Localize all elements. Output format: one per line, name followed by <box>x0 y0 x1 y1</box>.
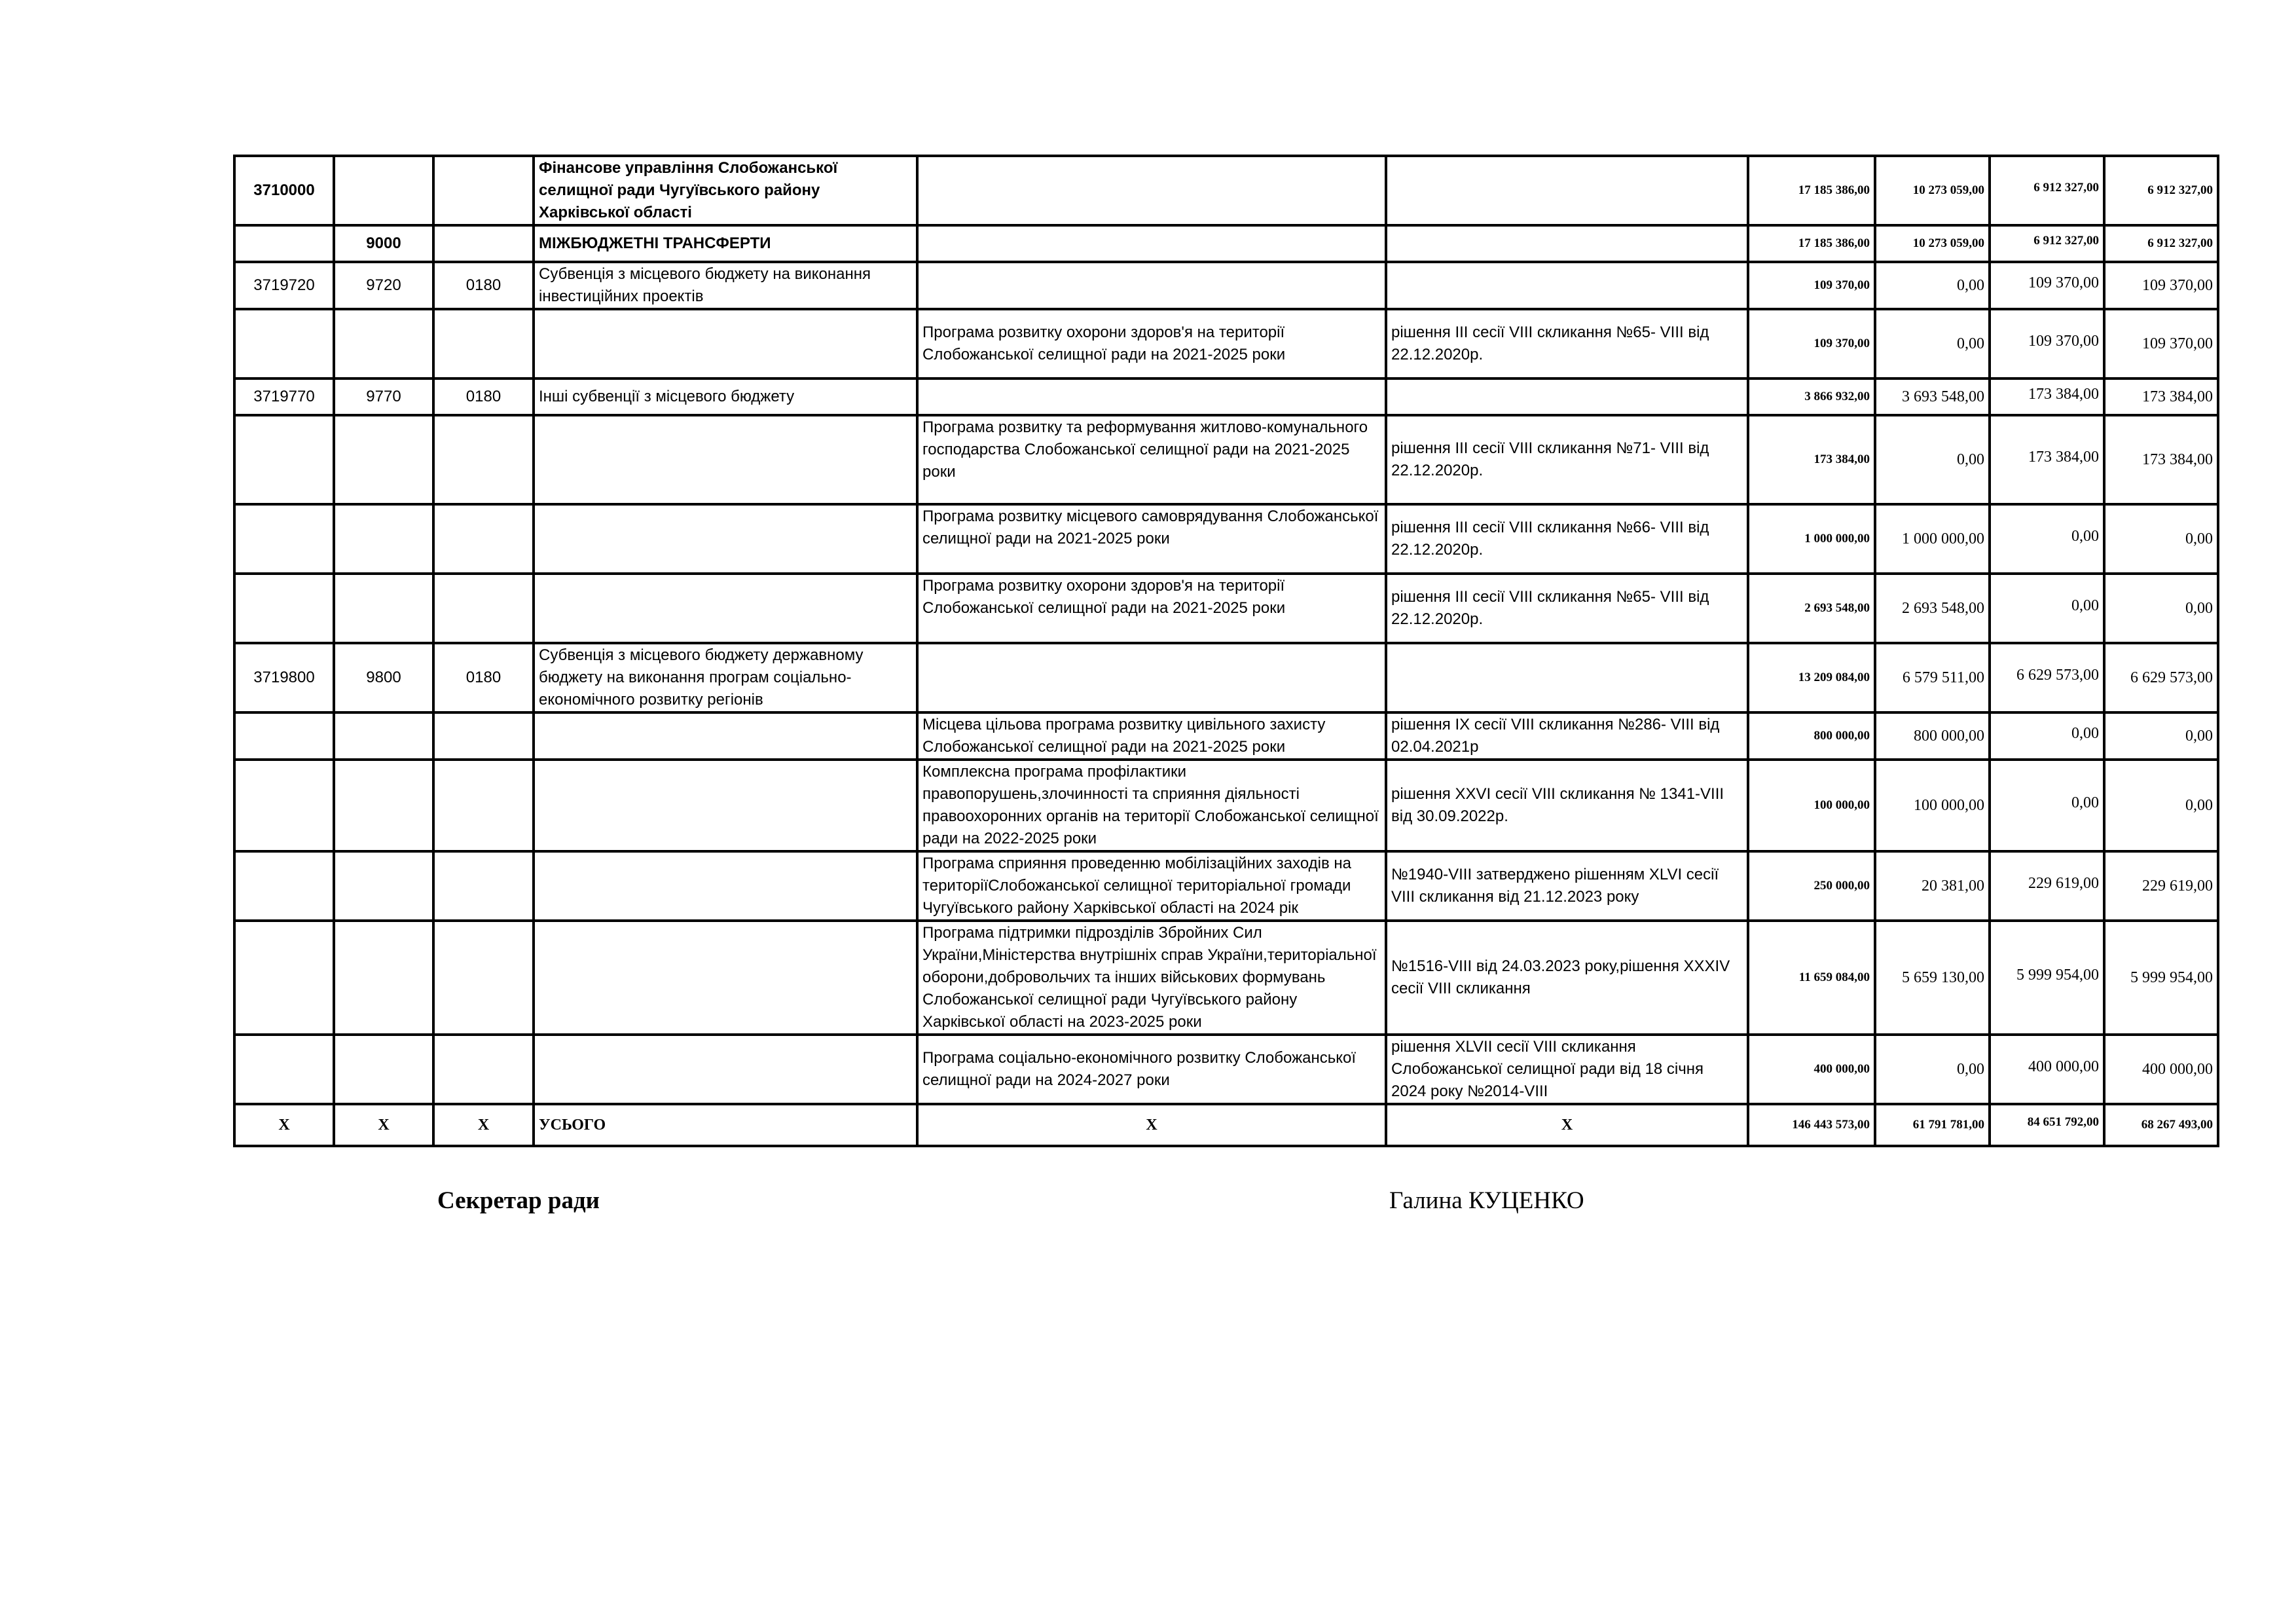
func-cell <box>334 712 433 760</box>
total-cell: 2 693 548,00 <box>1748 574 1875 643</box>
kfk-cell <box>433 225 534 262</box>
program-cell <box>917 225 1386 262</box>
decision-cell <box>1386 643 1748 712</box>
program-cell <box>917 156 1386 225</box>
name-cell: Субвенція з місцевого бюджету на виконання інвестиційних проектів <box>534 262 917 309</box>
kfk-cell: 0180 <box>433 378 534 415</box>
general-fund-cell: 61 791 781,00 <box>1875 1104 1990 1146</box>
decision-cell <box>1386 378 1748 415</box>
budget-table <box>233 155 2219 1147</box>
table-row <box>234 760 2218 851</box>
general-fund-cell: 2 693 548,00 <box>1875 574 1990 643</box>
func-cell <box>334 156 433 225</box>
total-cell: 400 000,00 <box>1748 1035 1875 1104</box>
program-cell: Програма розвитку охорони здоров'я на території Слобожанської селищної ради на 2021-2025 роки <box>917 574 1386 643</box>
special-fund-cell: 109 370,00 <box>1990 262 2104 309</box>
func-cell <box>334 415 433 504</box>
special-fund-cell: 400 000,00 <box>1990 1035 2104 1104</box>
development-budget-cell: 229 619,00 <box>2104 851 2218 921</box>
kfk-cell <box>433 309 534 378</box>
development-budget-cell: 0,00 <box>2104 712 2218 760</box>
program-cell: Програма розвитку та реформування житлово-комунального господарства Слобожанської селищної ради на 2021-2025 роки <box>917 415 1386 504</box>
func-cell <box>334 1035 433 1104</box>
development-budget-cell: 173 384,00 <box>2104 415 2218 504</box>
code-cell: 3719720 <box>234 262 334 309</box>
func-cell: 9720 <box>334 262 433 309</box>
program-cell: Програма підтримки підрозділів Збройних Сил України,Міністерства внутрішніх справ України,територіальної оборони,добровольчих та інших військових формувань Слобожанської селищної ради Чугуївського району Харківської області на 2023-2025 роки <box>917 921 1386 1035</box>
decision-cell: Х <box>1386 1104 1748 1146</box>
development-budget-cell: 400 000,00 <box>2104 1035 2218 1104</box>
program-cell <box>917 643 1386 712</box>
development-budget-cell: 173 384,00 <box>2104 378 2218 415</box>
table-row <box>234 851 2218 921</box>
code-cell: 3710000 <box>234 156 334 225</box>
program-cell: Комплексна програма профілактики правопорушень,злочинності та сприяння діяльності правоохоронних органів на території Слобожанської селищної ради на 2022-2025 роки <box>917 760 1386 851</box>
code-cell <box>234 225 334 262</box>
kfk-cell <box>433 415 534 504</box>
total-cell: 3 866 932,00 <box>1748 378 1875 415</box>
program-cell: Місцева цільова програма розвитку цивільного захисту Слобожанської селищної ради на 2021-2025 роки <box>917 712 1386 760</box>
general-fund-cell: 0,00 <box>1875 1035 1990 1104</box>
decision-cell <box>1386 156 1748 225</box>
kfk-cell <box>433 851 534 921</box>
totals-label: УСЬОГО <box>534 1104 917 1146</box>
table-row <box>234 504 2218 574</box>
kfk-cell: 0180 <box>433 643 534 712</box>
development-budget-cell: 6 629 573,00 <box>2104 643 2218 712</box>
func-cell: 9000 <box>334 225 433 262</box>
kfk-cell <box>433 712 534 760</box>
program-cell: Програма сприяння проведенню мобілізаційних заходів на територіїСлобожанської селищної територіальної громади Чугуївського району Харківської області на 2024 рік <box>917 851 1386 921</box>
total-cell: 100 000,00 <box>1748 760 1875 851</box>
general-fund-cell: 5 659 130,00 <box>1875 921 1990 1035</box>
table-row <box>234 225 2218 262</box>
special-fund-cell: 0,00 <box>1990 760 2104 851</box>
name-cell <box>534 309 917 378</box>
code-cell <box>234 574 334 643</box>
development-budget-cell: 6 912 327,00 <box>2104 225 2218 262</box>
table-row <box>234 309 2218 378</box>
special-fund-cell: 6 912 327,00 <box>1990 225 2104 262</box>
totals-row <box>234 1104 2218 1146</box>
general-fund-cell: 100 000,00 <box>1875 760 1990 851</box>
development-budget-cell: 0,00 <box>2104 504 2218 574</box>
decision-cell: №1940-VIII затверджено рішенням XLVI сесії VIII скликання від 21.12.2023 року <box>1386 851 1748 921</box>
decision-cell <box>1386 262 1748 309</box>
signature-title: Секретар ради <box>437 1187 600 1214</box>
name-cell: Інші субвенції з місцевого бюджету <box>534 378 917 415</box>
func-cell: 9800 <box>334 643 433 712</box>
total-cell: 109 370,00 <box>1748 309 1875 378</box>
code-cell <box>234 760 334 851</box>
development-budget-cell: 0,00 <box>2104 574 2218 643</box>
kfk-cell: Х <box>433 1104 534 1146</box>
kfk-cell <box>433 574 534 643</box>
name-cell <box>534 1035 917 1104</box>
special-fund-cell: 6 912 327,00 <box>1990 156 2104 225</box>
special-fund-cell: 84 651 792,00 <box>1990 1104 2104 1146</box>
func-cell <box>334 574 433 643</box>
general-fund-cell: 10 273 059,00 <box>1875 156 1990 225</box>
general-fund-cell: 20 381,00 <box>1875 851 1990 921</box>
func-cell: Х <box>334 1104 433 1146</box>
func-cell <box>334 851 433 921</box>
name-cell: Фінансове управління Слобожанської селищної ради Чугуївського району Харківської області <box>534 156 917 225</box>
code-cell <box>234 851 334 921</box>
total-cell: 17 185 386,00 <box>1748 156 1875 225</box>
total-cell: 146 443 573,00 <box>1748 1104 1875 1146</box>
special-fund-cell: 6 629 573,00 <box>1990 643 2104 712</box>
name-cell <box>534 851 917 921</box>
decision-cell <box>1386 225 1748 262</box>
total-cell: 17 185 386,00 <box>1748 225 1875 262</box>
code-cell: 3719800 <box>234 643 334 712</box>
general-fund-cell: 3 693 548,00 <box>1875 378 1990 415</box>
name-cell <box>534 415 917 504</box>
table-row <box>234 921 2218 1035</box>
table-row <box>234 262 2218 309</box>
code-cell <box>234 1035 334 1104</box>
name-cell: Субвенція з місцевого бюджету державному бюджету на виконання програм соціально-економічного розвитку регіонів <box>534 643 917 712</box>
special-fund-cell: 5 999 954,00 <box>1990 921 2104 1035</box>
func-cell: 9770 <box>334 378 433 415</box>
func-cell <box>334 921 433 1035</box>
total-cell: 173 384,00 <box>1748 415 1875 504</box>
special-fund-cell: 0,00 <box>1990 504 2104 574</box>
decision-cell: №1516-VIII від 24.03.2023 року,рішення XXXIV сесії VIII скликання <box>1386 921 1748 1035</box>
code-cell: Х <box>234 1104 334 1146</box>
code-cell <box>234 415 334 504</box>
code-cell <box>234 309 334 378</box>
decision-cell: рішення ІІІ сесії VIІІ скликання №65- VIІІ від 22.12.2020р. <box>1386 309 1748 378</box>
general-fund-cell: 800 000,00 <box>1875 712 1990 760</box>
general-fund-cell: 6 579 511,00 <box>1875 643 1990 712</box>
general-fund-cell: 0,00 <box>1875 309 1990 378</box>
kfk-cell <box>433 921 534 1035</box>
table-row <box>234 415 2218 504</box>
development-budget-cell: 68 267 493,00 <box>2104 1104 2218 1146</box>
special-fund-cell: 0,00 <box>1990 574 2104 643</box>
code-cell: 3719770 <box>234 378 334 415</box>
decision-cell: рішення IХ сесії VIІІ скликання №286- VIІІ від 02.04.2021р <box>1386 712 1748 760</box>
signature-name: Галина КУЦЕНКО <box>1389 1187 1584 1214</box>
special-fund-cell: 173 384,00 <box>1990 378 2104 415</box>
development-budget-cell: 109 370,00 <box>2104 309 2218 378</box>
name-cell <box>534 504 917 574</box>
special-fund-cell: 0,00 <box>1990 712 2104 760</box>
kfk-cell: 0180 <box>433 262 534 309</box>
special-fund-cell: 109 370,00 <box>1990 309 2104 378</box>
code-cell <box>234 921 334 1035</box>
program-cell: Програма розвитку місцевого самоврядування Слобожанської селищної ради на 2021-2025 роки <box>917 504 1386 574</box>
development-budget-cell: 0,00 <box>2104 760 2218 851</box>
general-fund-cell: 10 273 059,00 <box>1875 225 1990 262</box>
kfk-cell <box>433 760 534 851</box>
decision-cell: рішення ІІІ сесії VIІІ скликання №65- VIІІ від 22.12.2020р. <box>1386 574 1748 643</box>
decision-cell: рішення XLVII сесії VIII скликання Слобожанської селищної ради від 18 січня 2024 року №2014-VIII <box>1386 1035 1748 1104</box>
code-cell <box>234 712 334 760</box>
code-cell <box>234 504 334 574</box>
special-fund-cell: 173 384,00 <box>1990 415 2104 504</box>
development-budget-cell: 6 912 327,00 <box>2104 156 2218 225</box>
development-budget-cell: 5 999 954,00 <box>2104 921 2218 1035</box>
total-cell: 250 000,00 <box>1748 851 1875 921</box>
table-row <box>234 378 2218 415</box>
name-cell: МІЖБЮДЖЕТНІ ТРАНСФЕРТИ <box>534 225 917 262</box>
program-cell <box>917 378 1386 415</box>
table-row <box>234 643 2218 712</box>
decision-cell: рішення ІІІ сесії VIІІ скликання №66- VIІІ від 22.12.2020р. <box>1386 504 1748 574</box>
table-row <box>234 156 2218 225</box>
decision-cell: рішення ХХVI сесії VIІІ скликання № 1341-VIII від 30.09.2022р. <box>1386 760 1748 851</box>
total-cell: 800 000,00 <box>1748 712 1875 760</box>
kfk-cell <box>433 1035 534 1104</box>
total-cell: 109 370,00 <box>1748 262 1875 309</box>
general-fund-cell: 0,00 <box>1875 415 1990 504</box>
development-budget-cell: 109 370,00 <box>2104 262 2218 309</box>
decision-cell: рішення ІІІ сесії VIІІ скликання №71- VIІІ від 22.12.2020р. <box>1386 415 1748 504</box>
name-cell <box>534 921 917 1035</box>
func-cell <box>334 504 433 574</box>
table-row <box>234 1035 2218 1104</box>
func-cell <box>334 760 433 851</box>
general-fund-cell: 1 000 000,00 <box>1875 504 1990 574</box>
name-cell <box>534 574 917 643</box>
table-row <box>234 574 2218 643</box>
func-cell <box>334 309 433 378</box>
total-cell: 1 000 000,00 <box>1748 504 1875 574</box>
kfk-cell <box>433 156 534 225</box>
name-cell <box>534 712 917 760</box>
program-cell <box>917 262 1386 309</box>
total-cell: 13 209 084,00 <box>1748 643 1875 712</box>
program-cell: Програма соціально-економічного розвитку Слобожанської селищної ради на 2024-2027 роки <box>917 1035 1386 1104</box>
kfk-cell <box>433 504 534 574</box>
program-cell: Х <box>917 1104 1386 1146</box>
general-fund-cell: 0,00 <box>1875 262 1990 309</box>
program-cell: Програма розвитку охорони здоров'я на території Слобожанської селищної ради на 2021-2025 роки <box>917 309 1386 378</box>
total-cell: 11 659 084,00 <box>1748 921 1875 1035</box>
special-fund-cell: 229 619,00 <box>1990 851 2104 921</box>
name-cell <box>534 760 917 851</box>
table-row <box>234 712 2218 760</box>
